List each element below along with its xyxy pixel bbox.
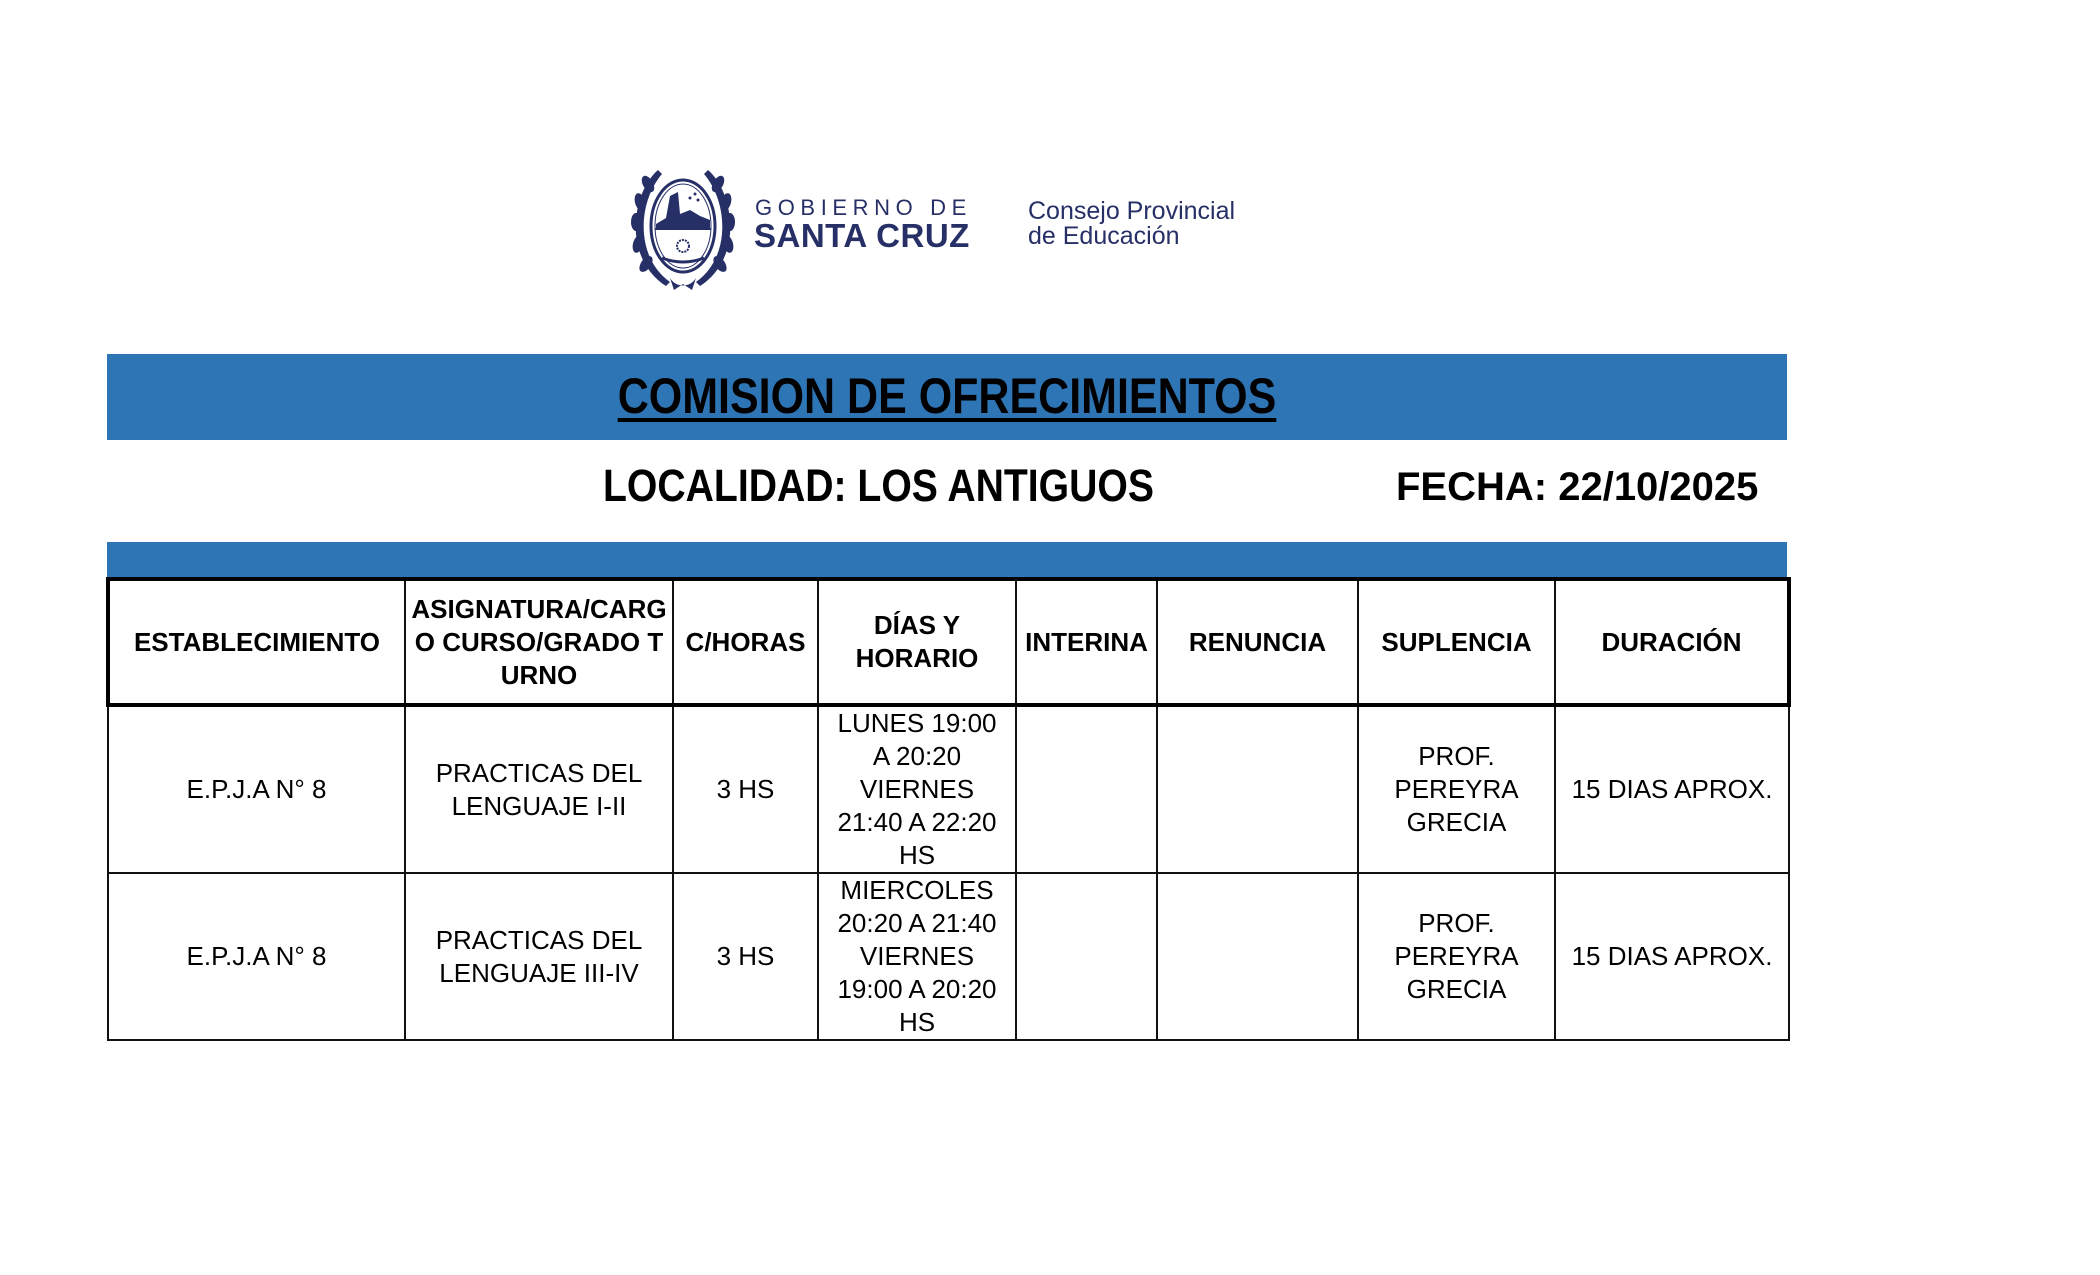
page-title: COMISION DE OFRECIMIENTOS xyxy=(617,368,1277,424)
cell-horario: MIERCOLES 20:20 A 21:40 VIERNES 19:00 A 20:20 HS xyxy=(818,873,1016,1040)
col-header-renuncia: RENUNCIA xyxy=(1157,579,1358,705)
cell-duracion: 15 DIAS APROX. xyxy=(1555,873,1789,1040)
council-line-2: de Educación xyxy=(1028,222,1180,250)
col-header-horas: C/HORAS xyxy=(673,579,818,705)
table-header-row xyxy=(108,579,1789,705)
table-row xyxy=(108,873,1789,1040)
cell-asignatura: PRACTICAS DEL LENGUAJE I-II xyxy=(405,705,673,873)
brand-line-1: GOBIERNO DE xyxy=(755,195,972,220)
brand-line-2: SANTA CRUZ xyxy=(754,217,970,254)
title-band xyxy=(107,354,1787,440)
cell-horario: LUNES 19:00 A 20:20 VIERNES 21:40 A 22:20 HS xyxy=(818,705,1016,873)
table-row xyxy=(108,705,1789,873)
locality-label: LOCALIDAD: LOS ANTIGUOS xyxy=(603,460,1154,511)
cell-establecimiento: E.P.J.A N° 8 xyxy=(108,873,405,1040)
col-header-suplencia: SUPLENCIA xyxy=(1358,579,1555,705)
cell-suplencia: PROF. PEREYRA GRECIA xyxy=(1358,873,1555,1040)
cell-asignatura: PRACTICAS DEL LENGUAJE III-IV xyxy=(405,873,673,1040)
cell-renuncia xyxy=(1157,705,1358,873)
cell-horas: 3 HS xyxy=(673,705,818,873)
cell-establecimiento: E.P.J.A N° 8 xyxy=(108,705,405,873)
cell-suplencia: PROF. PEREYRA GRECIA xyxy=(1358,705,1555,873)
cell-renuncia xyxy=(1157,873,1358,1040)
col-header-horario: DÍAS Y HORARIO xyxy=(818,579,1016,705)
col-header-establecimiento: ESTABLECIMIENTO xyxy=(108,579,405,705)
col-header-duracion: DURACIÓN xyxy=(1555,579,1789,705)
table-header-band xyxy=(107,542,1787,577)
council-name xyxy=(1028,199,1235,249)
offers-table xyxy=(106,577,1791,1041)
council-line-1: Consejo Provincial xyxy=(1028,197,1236,225)
santa-cruz-coat-of-arms-icon xyxy=(630,162,736,294)
cell-interina xyxy=(1016,873,1157,1040)
col-header-asignatura: ASIGNATURA/CARGO CURSO/GRADO TURNO xyxy=(405,579,673,705)
cell-interina xyxy=(1016,705,1157,873)
date-label: FECHA: 22/10/2025 xyxy=(1396,465,1759,509)
cell-horas: 3 HS xyxy=(673,873,818,1040)
col-header-interina: INTERINA xyxy=(1016,579,1157,705)
cell-duracion: 15 DIAS APROX. xyxy=(1555,705,1789,873)
